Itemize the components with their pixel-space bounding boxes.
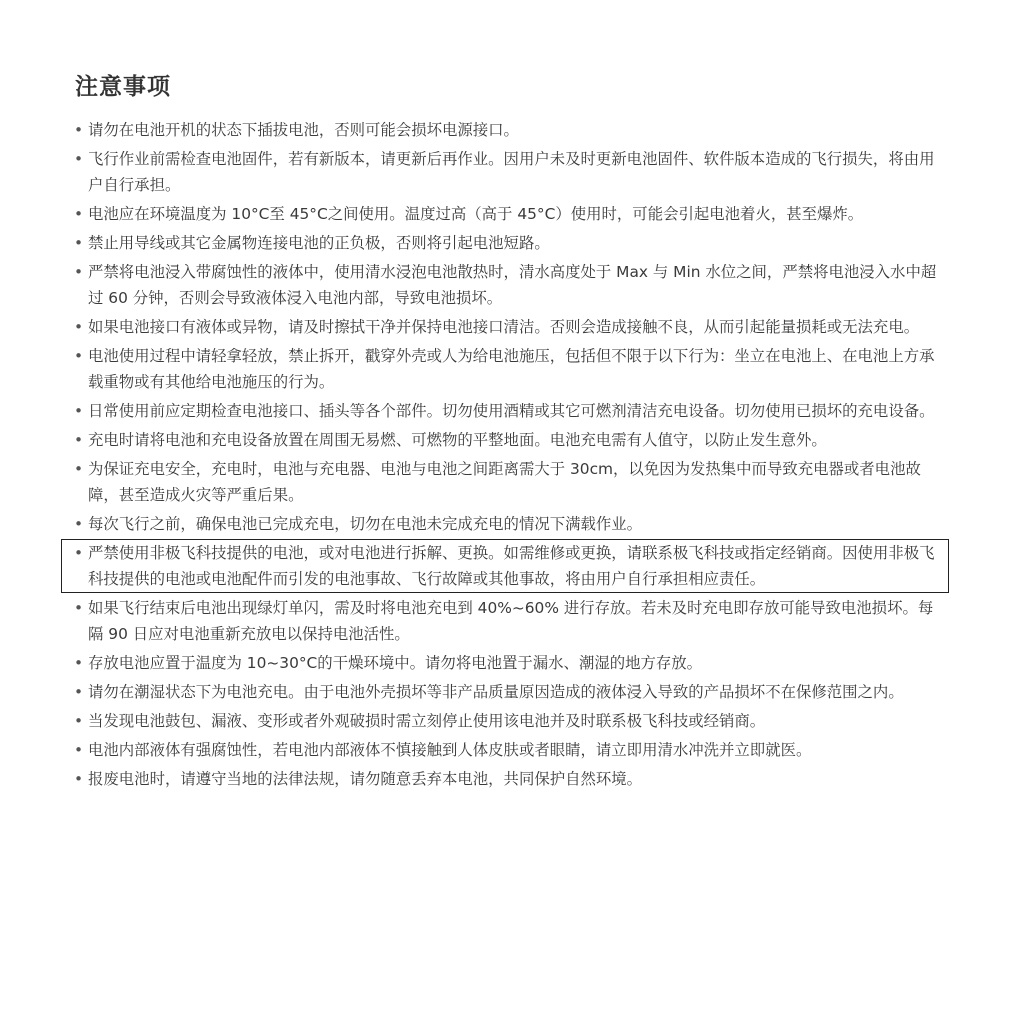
precautions-list xyxy=(74,117,946,795)
list-item: • 报废电池时，请遵守当地的法律法规，请勿随意丢弃本电池，共同保护自然环境。 xyxy=(74,766,946,792)
list-item: • 请勿在潮湿状态下为电池充电。由于电池外壳损坏等非产品质量原因造成的液体浸入导致的产品损坏不在保修范围之内。 xyxy=(74,679,946,705)
list-item: • 为保证充电安全，充电时，电池与充电器、电池与电池之间距离需大于 30cm，以免因为发热集中而导致充电器或者电池故障，甚至造成火灾等严重后果。 xyxy=(74,456,946,508)
list-item: • 存放电池应置于温度为 10~30°C的干燥环境中。请勿将电池置于漏水、潮湿的地方存放。 xyxy=(74,650,946,676)
list-item: • 充电时请将电池和充电设备放置在周围无易燃、可燃物的平整地面。电池充电需有人值守，以防止发生意外。 xyxy=(74,427,946,453)
list-item: • 如果飞行结束后电池出现绿灯单闪，需及时将电池充电到 40%~60% 进行存放。若未及时充电即存放可能导致电池损坏。每隔 90 日应对电池重新充放电以保持电池活性。 xyxy=(74,595,946,647)
list-item: • 电池应在环境温度为 10°C至 45°C之间使用。温度过高（高于 45°C）使用时，可能会引起电池着火，甚至爆炸。 xyxy=(74,201,946,227)
list-item: • 当发现电池鼓包、漏液、变形或者外观破损时需立刻停止使用该电池并及时联系极飞科技或经销商。 xyxy=(74,708,946,734)
highlighted-list-item: • 严禁使用非极飞科技提供的电池，或对电池进行拆解、更换。如需维修或更换，请联系极飞科技或指定经销商。因使用非极飞科技提供的电池或电池配件而引发的电池事故、飞行故障或其他事故，将由用户自行承担相应责任。 xyxy=(62,540,948,592)
list-item: • 禁止用导线或其它金属物连接电池的正负极，否则将引起电池短路。 xyxy=(74,230,946,256)
list-item: • 日常使用前应定期检查电池接口、插头等各个部件。切勿使用酒精或其它可燃剂清洁充电设备。切勿使用已损坏的充电设备。 xyxy=(74,398,946,424)
page-title: 注意事项 xyxy=(75,74,171,100)
list-item: • 如果电池接口有液体或异物，请及时擦拭干净并保持电池接口清洁。否则会造成接触不良，从而引起能量损耗或无法充电。 xyxy=(74,314,946,340)
list-item: • 请勿在电池开机的状态下插拔电池，否则可能会损坏电源接口。 xyxy=(74,117,946,143)
list-item: • 严禁将电池浸入带腐蚀性的液体中，使用清水浸泡电池散热时，清水高度处于 Max 与 Min 水位之间，严禁将电池浸入水中超过 60 分钟，否则会导致液体浸入电池内部，导致电池损坏。 xyxy=(74,259,946,311)
list-item: • 每次飞行之前，确保电池已完成充电，切勿在电池未完成充电的情况下满载作业。 xyxy=(74,511,946,537)
list-item: • 电池内部液体有强腐蚀性，若电池内部液体不慎接触到人体皮肤或者眼睛，请立即用清水冲洗并立即就医。 xyxy=(74,737,946,763)
list-item: • 飞行作业前需检查电池固件，若有新版本，请更新后再作业。因用户未及时更新电池固件、软件版本造成的飞行损失，将由用户自行承担。 xyxy=(74,146,946,198)
list-item: • 电池使用过程中请轻拿轻放，禁止拆开，戳穿外壳或人为给电池施压，包括但不限于以下行为：坐立在电池上、在电池上方承载重物或有其他给电池施压的行为。 xyxy=(74,343,946,395)
